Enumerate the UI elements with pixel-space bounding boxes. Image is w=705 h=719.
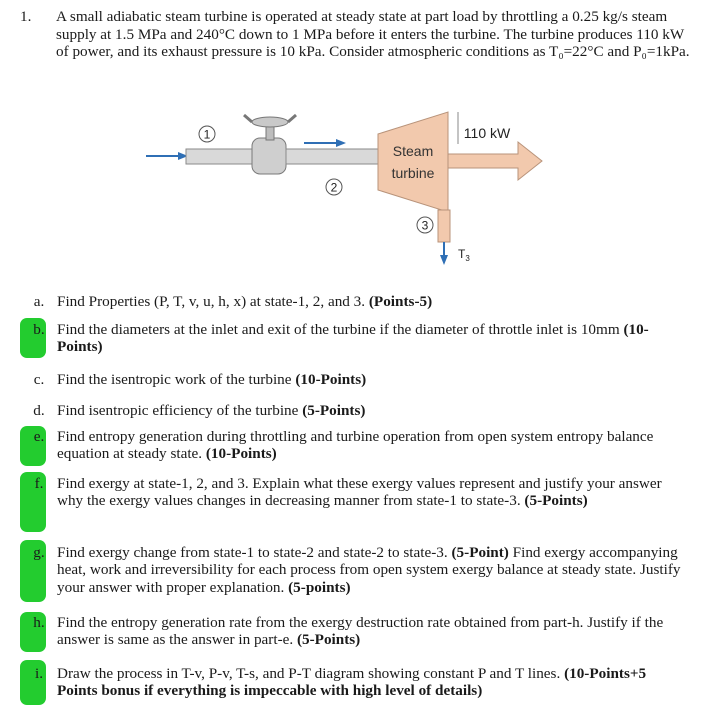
- throttle-valve: [244, 115, 296, 174]
- part-text: Find isentropic efficiency of the turbine (5-Points): [57, 402, 366, 419]
- state-2-label: 2: [330, 180, 338, 195]
- state-1-label: 1: [203, 127, 211, 142]
- part-label: b.: [33, 321, 45, 338]
- flow-arrowhead-2: [336, 139, 346, 147]
- part-label: a.: [33, 293, 45, 310]
- part-label: g.: [33, 544, 45, 561]
- part-text: Find entropy generation during throttling and turbine operation from open system entropy balance equation at steady state. (10-Points): [57, 428, 654, 463]
- turbine-label-line2: turbine: [391, 165, 435, 181]
- state-3-label: 3: [421, 218, 429, 233]
- question-text: A small adiabatic steam turbine is operated at steady state at part load by throttling a 0.25 kg/s steam supply at 1.5 MPa and 240°C down to 1 MPa before it enters the turbine. The turbine produces 110 kW of power, and its exhaust pressure is 10 kPa. Consider atmospheric conditions as T₀=22°C and P₀=1kPa.: [56, 8, 690, 61]
- question-number: 1.: [20, 8, 32, 25]
- inlet-pipe: [186, 149, 258, 164]
- turbine-label-line1: Steam: [392, 143, 434, 159]
- power-label: 110 kW: [463, 125, 511, 141]
- part-text: Find exergy at state-1, 2, and 3. Explain what these exergy values represent and justify your answer why the exergy values changes in decreasing manner from state-1 to state-3. (5-Points): [57, 475, 662, 510]
- part-text: Find the diameters at the inlet and exit of the turbine if the diameter of throttle inlet is 10mm (10-Points): [57, 321, 649, 356]
- part-label: i.: [34, 665, 44, 682]
- part-text: Find Properties (P, T, v, u, h, x) at state-1, 2, and 3. (Points-5): [57, 293, 433, 310]
- turbine-diagram: [140, 108, 560, 286]
- part-label: d.: [33, 402, 45, 419]
- part-text: Find the entropy generation rate from the exergy destruction rate obtained from part-h. Justify if the answer is same as the answer in part-e. (5-Points): [57, 614, 664, 649]
- part-text: Find the isentropic work of the turbine (10-Points): [57, 371, 367, 388]
- part-label: h.: [33, 614, 45, 631]
- part-text: Draw the process in T-v, P-v, T-s, and P-T diagram showing constant P and T lines. (10-Points+5 Points bonus if everything is impeccable with high level of details): [57, 665, 647, 700]
- exhaust-arrowhead: [440, 255, 448, 265]
- turbine-body: [378, 112, 448, 212]
- part-label: f.: [34, 475, 44, 492]
- exhaust-temp-sub: 3: [465, 254, 470, 263]
- power-arrow: [448, 142, 542, 180]
- part-text: Find exergy change from state-1 to state-2 and state-2 to state-3. (5-Point) Find exergy accompanying heat, work and irreversibility for each process from open system exergy balance at steady state. Justify your answer with proper explanation. (5-points): [57, 544, 681, 596]
- exhaust-pipe: [438, 210, 450, 242]
- part-label: c.: [33, 371, 45, 388]
- part-label: e.: [33, 428, 45, 445]
- connecting-pipe: [286, 149, 382, 164]
- exhaust-temp-label: [458, 247, 470, 263]
- exhaust-temp-T: T: [458, 247, 466, 261]
